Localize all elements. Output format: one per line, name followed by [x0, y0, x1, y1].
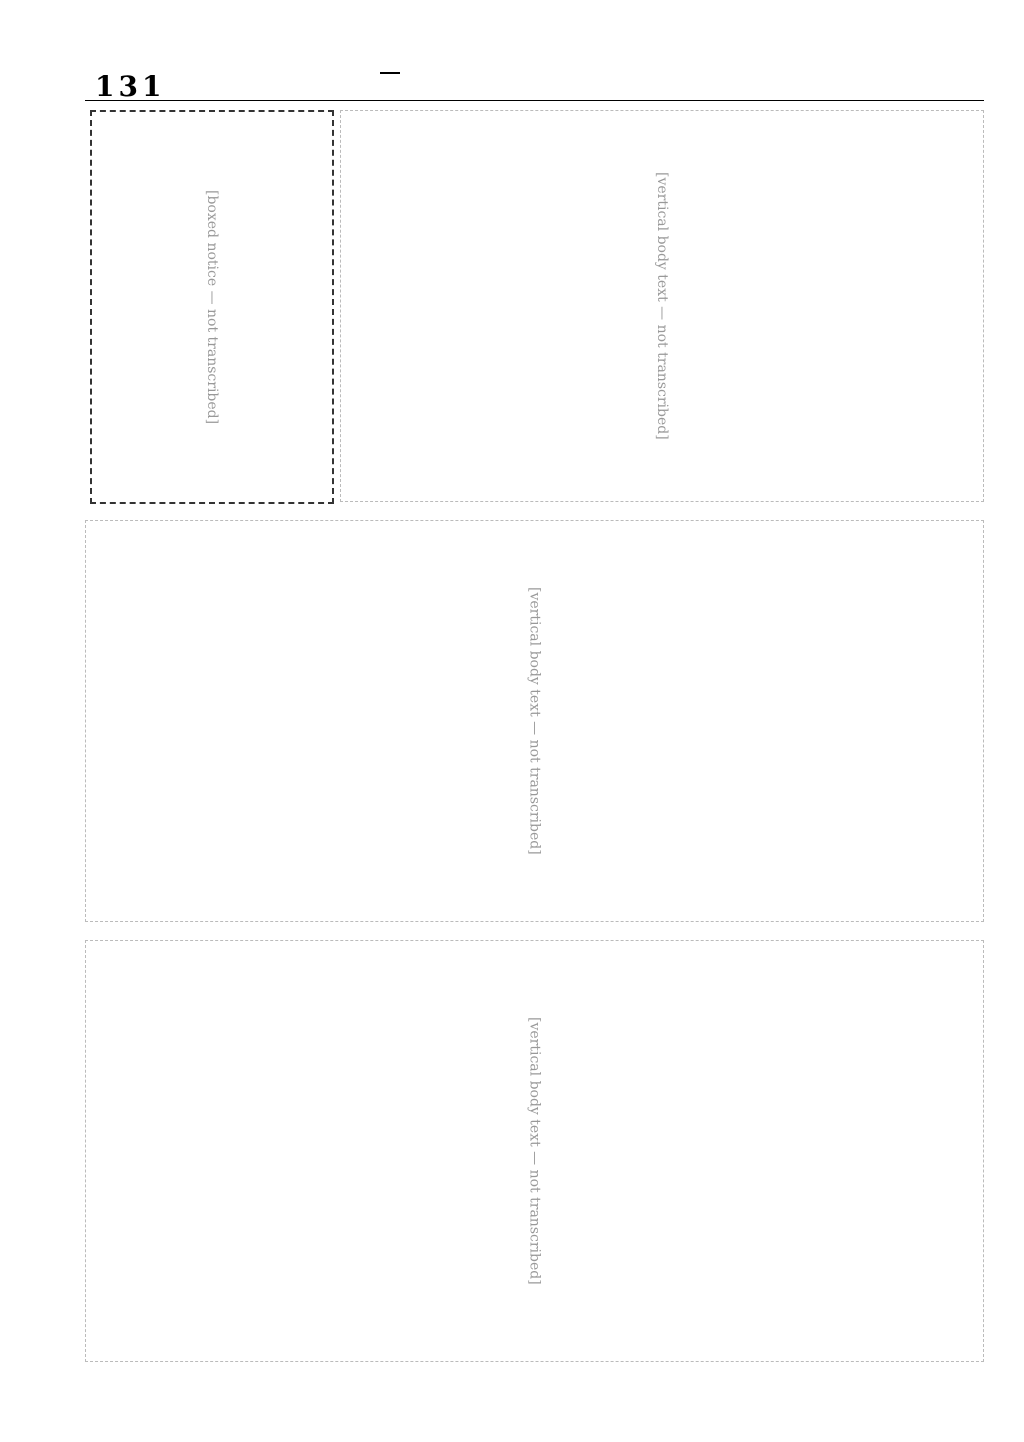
header-rule: [85, 100, 984, 101]
body-band-top: [vertical body text — not transcribed]: [340, 110, 984, 502]
body-band-middle: [vertical body text — not transcribed]: [85, 520, 984, 922]
running-head: [380, 72, 400, 74]
notice-box: [boxed notice — not transcribed]: [90, 110, 334, 504]
body-band-bottom: [vertical body text — not transcribed]: [85, 940, 984, 1362]
page-number: 131: [95, 70, 166, 103]
